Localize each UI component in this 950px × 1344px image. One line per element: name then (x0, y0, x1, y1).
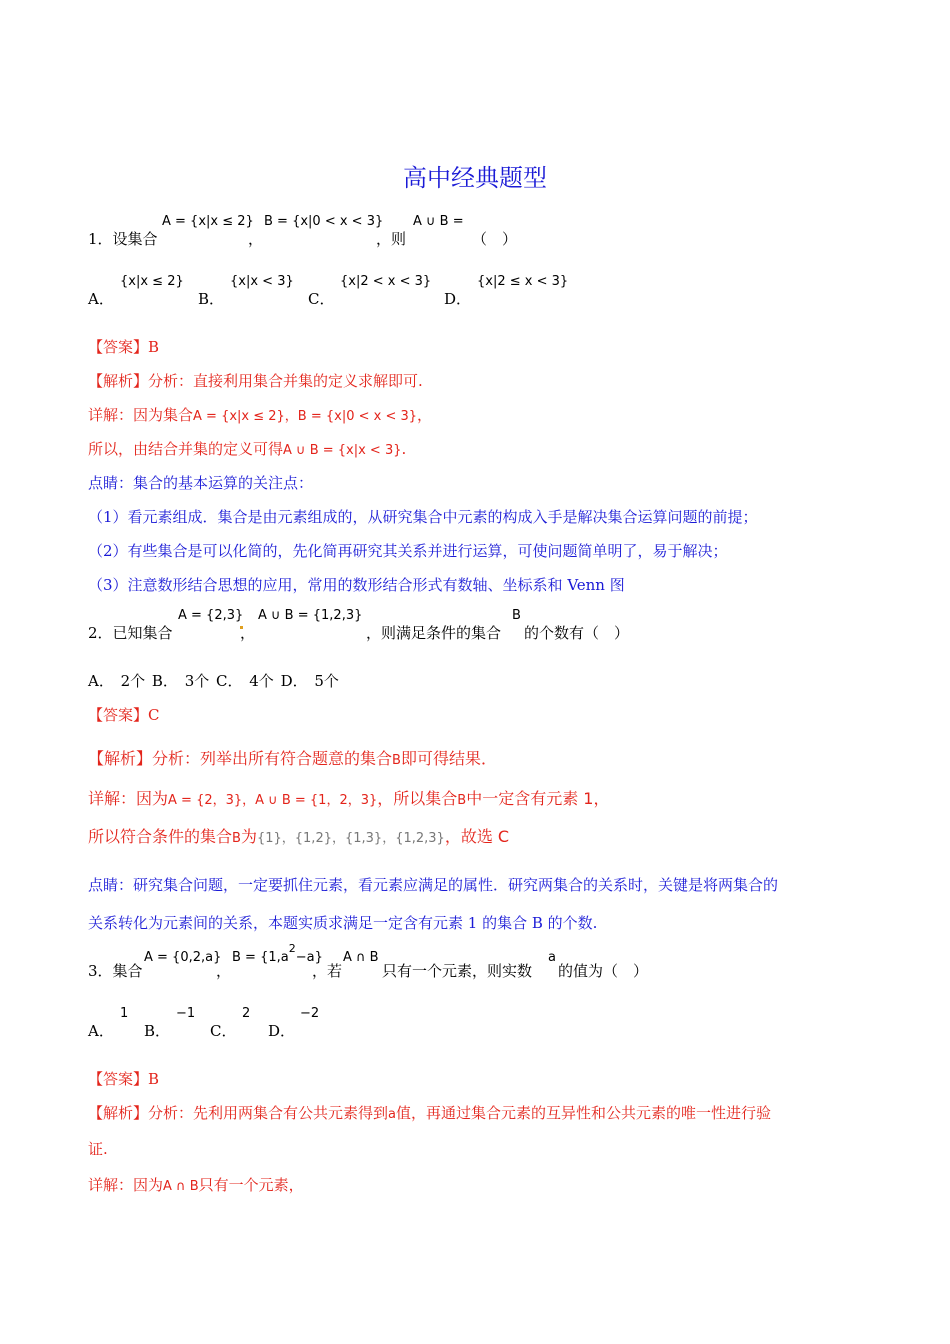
q3-set-b-end: −a} (295, 950, 323, 965)
q1-option-c-label: C． (308, 290, 335, 308)
q2-conclusion-mid: 为 (240, 827, 257, 846)
q1-tip-2: （2）有些集合是可以化简的，先化简再研究其关系并进行运算，可使问题简单明了，易于解决； (88, 542, 728, 560)
q1-conclusion-end: . (401, 440, 407, 458)
q1-option-c: {x|2 < x < 3} (340, 274, 432, 289)
q3-analysis (88, 1102, 771, 1123)
q2-options: A． 2个 B． 3个 C． 4个 D． 5个 (88, 672, 339, 690)
q3-stem: 3．集合 (88, 962, 143, 980)
q2-comma: ， (240, 624, 256, 642)
q3-set-b-start: B = {1,a (232, 950, 289, 965)
q2-set-a: A = {2,3} (178, 608, 244, 623)
q1-option-b-label: B． (198, 290, 225, 308)
q2-detail-math: A = {2，3}，A ∪ B = {1，2，3} (168, 793, 378, 808)
q3-analysis-cont: 证. (88, 1140, 108, 1158)
q2-analysis-end: 即可得结果． (400, 749, 497, 768)
q2-stem: 2．已知集合 (88, 624, 173, 642)
q3-detail-end: 只有一个元素， (198, 1176, 304, 1194)
q1-tip-title: 点睛：集合的基本运算的关注点： (88, 474, 314, 492)
q3-option-b: −1 (176, 1006, 196, 1021)
q1-option-d-label: D． (444, 290, 472, 308)
q2-detail-b: B (457, 793, 467, 808)
q2-detail-mid: ，所以集合 (377, 789, 458, 808)
q2-conclusion-math: {1}，{1,2}，{1,3}，{1,2,3} (256, 831, 445, 846)
q3-set-b (232, 942, 323, 965)
q1-conclusion (88, 438, 406, 459)
q1-detail (88, 404, 432, 425)
q1-analysis: 【解析】分析：直接利用集合并集的定义求解即可. (88, 372, 423, 390)
q3-analysis-a: a (388, 1107, 396, 1122)
q1-detail-math: A = {x|x ≤ 2}，B = {x|0 < x < 3} (193, 409, 418, 424)
q2-tip-line-2: 关系转化为元素间的关系，本题实质求满足一定含有元素 1 的集合 B 的个数. (88, 914, 598, 932)
q2-analysis-b: B (392, 753, 401, 768)
q1-option-a-label: A． (88, 290, 114, 308)
q1-stem: 1．设集合 (88, 230, 158, 248)
q2-tip-line-1: 点睛：研究集合问题，一定要抓住元素，看元素应满足的属性．研究两集合的关系时，关键是将两集合的 (88, 876, 779, 894)
q3-option-d-label: D． (268, 1022, 296, 1040)
q1-then: ，则 (376, 230, 407, 248)
q1-union: A ∪ B = (413, 214, 464, 229)
q1-option-b: {x|x < 3} (230, 274, 294, 289)
q2-analysis (88, 746, 497, 769)
q2-conclusion-end: ，故选 C (444, 827, 510, 846)
q3-option-d: −2 (300, 1006, 320, 1021)
q1-set-b: B = {x|0 < x < 3} (264, 214, 384, 229)
q3-detail-math: A ∩ B (163, 1179, 199, 1194)
q3-if: ，若 (312, 962, 343, 980)
q2-mid: ，则满足条件的集合 (366, 624, 502, 642)
q3-set-a: A = {0,2,a} (144, 950, 222, 965)
q3-intersection: A ∩ B (343, 950, 379, 965)
q3-comma: ， (216, 962, 232, 980)
q3-var-a: a (548, 950, 556, 965)
q2-conclusion (88, 824, 509, 847)
q2-detail-end: 中一定含有元素 1， (466, 789, 610, 808)
q3-mid: 只有一个元素，则实数 (382, 962, 533, 980)
q3-option-b-label: B． (144, 1022, 171, 1040)
q2-answer: 【答案】C (88, 706, 160, 724)
q1-tip-1: （1）看元素组成．集合是由元素组成的，从研究集合中元素的构成入手是解决集合运算问题的前提； (88, 508, 758, 526)
q3-set-b-exponent: 2 (288, 942, 296, 955)
q2-analysis-text: 【解析】分析：列举出所有符合题意的集合 (88, 749, 393, 768)
q3-end: 的值为（ ） (558, 962, 649, 980)
q2-set-b: B (512, 608, 521, 623)
q1-set-a: A = {x|x ≤ 2} (162, 214, 254, 229)
q3-option-a: 1 (120, 1006, 129, 1021)
q3-analysis-text: 【解析】分析：先利用两集合有公共元素得到 (88, 1104, 389, 1122)
q2-end: 的个数有（ ） (524, 624, 630, 642)
q1-option-a: {x|x ≤ 2} (120, 274, 184, 289)
q3-detail (88, 1174, 304, 1195)
q2-detail (88, 786, 609, 809)
q3-analysis-end: 值，再通过集合元素的互异性和公共元素的唯一性进行验 (395, 1104, 771, 1122)
q1-conclusion-math: A ∪ B = {x|x < 3} (283, 443, 402, 458)
q3-detail-text: 详解：因为 (88, 1176, 164, 1194)
q3-option-a-label: A． (88, 1022, 114, 1040)
q1-paren: （ ） (472, 230, 518, 248)
q1-detail-text: 详解：因为集合 (88, 406, 194, 424)
q3-option-c: 2 (242, 1006, 251, 1021)
q3-option-c-label: C． (210, 1022, 237, 1040)
q1-option-d: {x|2 ≤ x < 3} (477, 274, 569, 289)
q2-union: A ∪ B = {1,2,3} (258, 608, 363, 623)
q2-detail-text: 详解：因为 (88, 789, 169, 808)
page-title: 高中经典题型 (403, 164, 547, 192)
q1-detail-end: ， (417, 406, 433, 424)
q1-tip-3: （3）注意数形结合思想的应用，常用的数形结合形式有数轴、坐标系和 Venn 图 (88, 576, 625, 594)
q1-answer: 【答案】B (88, 338, 160, 356)
q3-answer: 【答案】B (88, 1070, 160, 1088)
q2-conclusion-b: B (232, 831, 241, 846)
q2-conclusion-text: 所以符合条件的集合 (88, 827, 233, 846)
q1-conclusion-text: 所以，由结合并集的定义可得 (88, 440, 284, 458)
q1-comma: ， (248, 230, 264, 248)
